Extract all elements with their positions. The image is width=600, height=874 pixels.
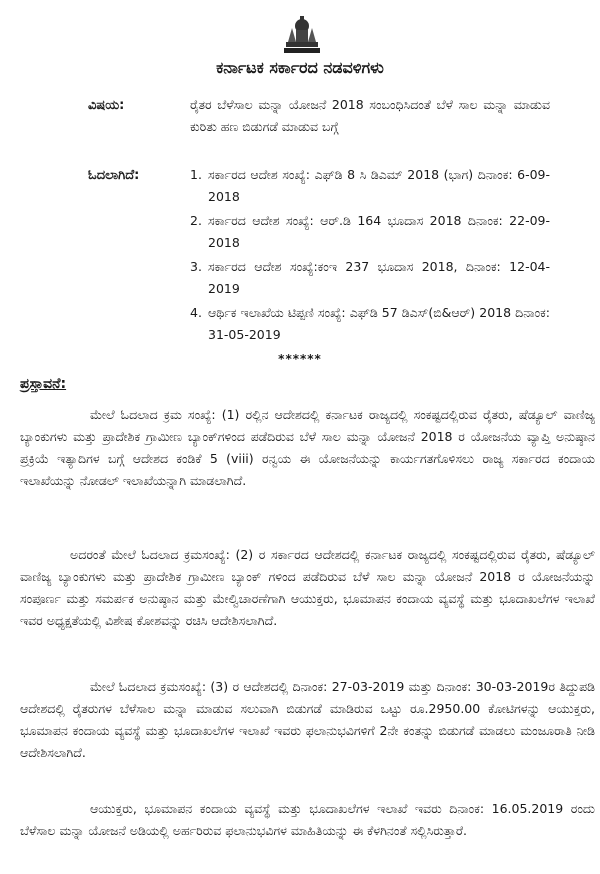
document-heading: ಕರ್ನಾಟಕ ಸರ್ಕಾರದ ನಡವಳಿಗಳು [216, 58, 384, 77]
preamble-paragraph-3: ಮೇಲೆ ಓದಲಾದ ಕ್ರಮಸಂಖ್ಯೆ: (3) ರ ಆದೇಶದಲ್ಲಿ ದಿನಾಂಕ: 27-03-2019 ಮತ್ತು ದಿನಾಂಕ: 30-03-2019ರ ತಿದ್ದುಪಡಿ ಆದೇಶದಲ್ಲಿ ರೈತರುಗಳ ಬೆಳೆಸಾಲ ಮನ್ನಾ ಮಾಡುವ ಸಲುವಾಗಿ ಬಿಡುಗಡೆ ಮಾಡಿರುವ ಒಟ್ಟು ರೂ.2950.00 ಕೋಟಿಗಳನ್ನು ಆಯುಕ್ತರು, ಭೂಮಾಪನ ಕಂದಾಯ ವ್ಯವಸ್ಥೆ ಮತ್ತು ಭೂದಾಖಲೆಗಳ ಇಲಾಖೆ ಇವರು ಫಲಾನುಭವಿಗಳಿಗೆ 2ನೇ ಕಂತನ್ನು ಬಿಡುಗಡೆ ಮಾಡಲು ಮಂಜೂರಾತಿ ನೀಡಿ ಆದೇಶಿಸಲಾಗಿದೆ. [20, 679, 595, 760]
preamble-paragraph-4: ಆಯುಕ್ತರು, ಭೂಮಾಪನ ಕಂದಾಯ ವ್ಯವಸ್ಥೆ ಮತ್ತು ಭೂದಾಖಲೆಗಳ ಇಲಾಖೆ ಇವರು ದಿನಾಂಕ: 16.05.2019 ರಂದು ಬೆಳೆಸಾಲ ಮನ್ನಾ ಯೋಜನೆ ಅಡಿಯಲ್ಲಿ ಅರ್ಹರಿರುವ ಫಲಾನುಭವಿಗಳ ಮಾಹಿತಿಯನ್ನು ಈ ಕೆಳಗಿನಂತೆ ಸಲ್ಲಿಸಿರುತ್ತಾರೆ. [20, 801, 595, 838]
subject-label: ವಿಷಯ: [88, 98, 125, 113]
section-separator: ****** [278, 352, 322, 366]
reference-item: 2. ಸರ್ಕಾರದ ಆದೇಶ ಸಂಖ್ಯೆ: ಆರ್.ಡಿ 164 ಭೂದಾಸ 2018 ದಿನಾಂಕ: 22-09-2018 [190, 213, 550, 250]
references-list [190, 164, 550, 348]
reference-item: 1. ಸರ್ಕಾರದ ಆದೇಶ ಸಂಖ್ಯೆ: ಎಫ್‌ಡಿ 8 ಸಿ ಡಿಎಮ್ 2018 (ಭಾಗ) ದಿನಾಂಕ: 6-09-2018 [190, 167, 550, 204]
preamble-paragraph-2: ಅದರಂತೆ ಮೇಲೆ ಓದಲಾದ ಕ್ರಮಸಂಖ್ಯೆ: (2) ರ ಸರ್ಕಾರದ ಆದೇಶದಲ್ಲಿ ಕರ್ನಾಟಕ ರಾಜ್ಯದಲ್ಲಿ ಸಂಕಷ್ಟದಲ್ಲಿರುವ ರೈತರು, ಷೆಡ್ಯೂಲ್ ವಾಣಿಜ್ಯ ಬ್ಯಾಂಕುಗಳು ಮತ್ತು ಪ್ರಾದೇಶಿಕ ಗ್ರಾಮೀಣ ಬ್ಯಾಂಕ್ ಗಳಿಂದ ಪಡೆದಿರುವ ಬೆಳೆ ಸಾಲ ಮನ್ನಾ ಯೋಜನೆ 2018 ರ ಯೋಜನೆಯನ್ನು ಸಂಪೂರ್ಣ ಮತ್ತು ಸಮರ್ಪಕ ಅನುಷ್ಠಾನ ಮತ್ತು ಮೇಲ್ವಿಚಾರಣೆಗಾಗಿ ಆಯುಕ್ತರು, ಭೂಮಾಪನ ಕಂದಾಯ ವ್ಯವಸ್ಥೆ ಮತ್ತು ಭೂದಾಖಲೆಗಳ ಇಲಾಖೆ ಇವರ ಅಧ್ಯಕ್ಷತೆಯಲ್ಲಿ ವಿಶೇಷ ಕೋಶವನ್ನು ರಚಿಸಿ ಆದೇಶಿಸಲಾಗಿದೆ. [20, 547, 595, 628]
karnataka-state-emblem-icon [282, 14, 322, 56]
reference-item: 3. ಸರ್ಕಾರದ ಆದೇಶ ಸಂಖ್ಯೆ:ಕಂಇ 237 ಭೂದಾಸ 2018, ದಿನಾಂಕ: 12-04-2019 [190, 259, 550, 296]
preamble-paragraph-1: ಮೇಲೆ ಓದಲಾದ ಕ್ರಮ ಸಂಖ್ಯೆ: (1) ರಲ್ಲಿನ ಆದೇಶದಲ್ಲಿ ಕರ್ನಾಟಕ ರಾಜ್ಯದಲ್ಲಿ ಸಂಕಷ್ಟದಲ್ಲಿರುವ ರೈತರು, ಷೆಡ್ಯೂಲ್ ವಾಣಿಜ್ಯ ಬ್ಯಾಂಕುಗಳು ಮತ್ತು ಪ್ರಾದೇಶಿಕ ಗ್ರಾಮೀಣ ಬ್ಯಾಂಕ್‌ಗಳಿಂದ ಪಡೆದಿರುವ ಬೆಳೆ ಸಾಲ ಮನ್ನಾ ಯೋಜನೆ 2018 ರ ಯೋಜನೆಯ ವ್ಯಾಪ್ತಿ ಅನುಷ್ಠಾನ ಪ್ರಕ್ರಿಯೆ ಇತ್ಯಾದಿಗಳ ಬಗ್ಗೆ ಆದೇಶದ ಕಂಡಿಕೆ 5 (viii) ರನ್ವಯ ಈ ಯೋಜನೆಯನ್ನು ಕಾರ್ಯಗತಗೊಳಿಸಲು ರಾಜ್ಯ ಸರ್ಕಾರದ ಕಂದಾಯ ಇಲಾಖೆಯನ್ನು ನೋಡಲ್ ಇಲಾಖೆಯನ್ನಾಗಿ ಮಾಡಲಾಗಿದೆ. [20, 407, 595, 488]
reference-item: 4. ಆರ್ಥಿಕ ಇಲಾಖೆಯ ಟಿಪ್ಪಣಿ ಸಂಖ್ಯೆ: ಎಫ್‌ಡಿ 57 ಡಿಎಸ್(ಬಿ&ಆರ್) 2018 ದಿನಾಂಕ: 31-05-2019 [190, 305, 550, 342]
references-label: ಓದಲಾಗಿದೆ: [88, 168, 140, 183]
preamble-title: ಪ್ರಸ್ತಾವನೆ: [20, 376, 67, 392]
subject-text: ರೈತರ ಬೆಳೆಸಾಲ ಮನ್ನಾ ಯೋಜನೆ 2018 ಸಂಬಂಧಿಸಿದಂತೆ ಬೆಳೆ ಸಾಲ ಮನ್ನಾ ಮಾಡುವ ಕುರಿತು ಹಣ ಬಿಡುಗಡೆ ಮಾಡುವ ಬಗ್ಗೆ [190, 97, 550, 134]
